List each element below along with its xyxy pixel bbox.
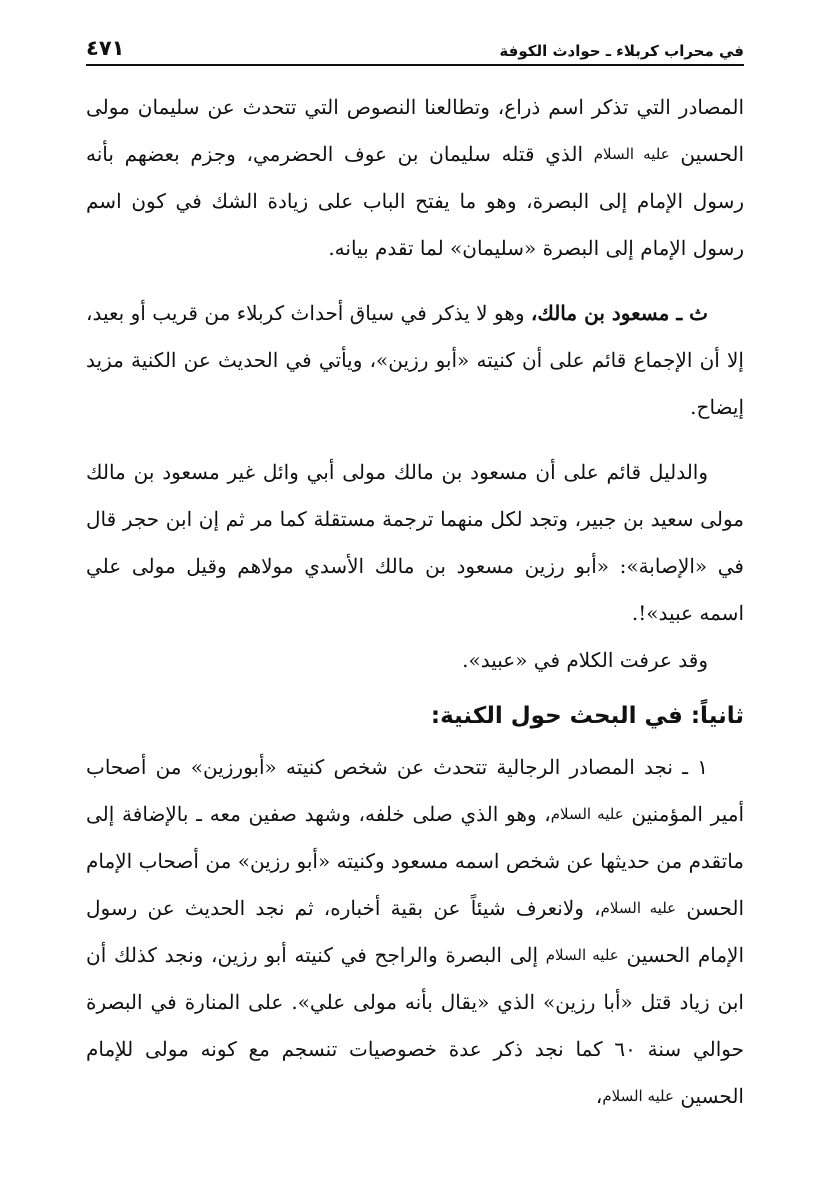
- paragraph-text: وهو لا يذكر في سياق أحداث كربلاء من قريب أو بعيد، إلا أن الإجماع قائم على أن كنيته «أبو رزين»، ويأتي في الحديث عن الكنية مزيد إيضاح.: [86, 301, 744, 419]
- honorific-glyph: عليه السلام: [602, 1087, 674, 1105]
- honorific-glyph: عليه السلام: [593, 145, 670, 163]
- running-header: [86, 30, 744, 60]
- paragraph-text: ١ ـ نجد المصادر الرجالية تتحدث عن شخص كنيته «أبورزين» من أصحاب أمير المؤمنين: [86, 755, 744, 826]
- paragraph-kunya-research: [86, 744, 744, 1120]
- paragraph-text: الذي قتله سليمان بن عوف الحضرمي، وجزم بعضهم بأنه رسول الإمام إلى البصرة، وهو ما يفتح الباب على زيادة الشك في كون اسم رسول الإمام إلى البصرة «سليمان» لما تقدم بيانه.: [86, 142, 744, 260]
- paragraph-text: ، وهو الذي صلى خلفه، وشهد صفين معه ـ بالإضافة إلى ماتقدم من حديثها عن شخص اسمه مسعود وكنيته «أبو رزين» من أصحاب الإمام الحسن: [86, 802, 745, 920]
- honorific-glyph: عليه السلام: [545, 946, 619, 964]
- paragraph-evidence: والدليل قائم على أن مسعود بن مالك مولى أبي وائل غير مسعود بن مالك مولى سعيد بن جبير، وتجد لكل منهما ترجمة مستقلة كما مر ثم إن ابن حجر قال في «الإصابة»: «أبو رزين مسعود بن مالك الأسدي مولاهم وقيل مولى علي اسمه عبيد»!.: [86, 460, 744, 625]
- honorific-glyph: عليه السلام: [550, 805, 624, 823]
- page-body: [86, 84, 744, 1120]
- section-heading: ثانياً: في البحث حول الكنية:: [430, 703, 744, 729]
- paragraph-sulayman: [86, 84, 744, 272]
- paragraph-masud-ibn-malik: [86, 290, 744, 431]
- honorific-glyph: عليه السلام: [600, 899, 677, 917]
- header-rule: [86, 64, 744, 66]
- paragraph-text: ، ولانعرف شيئاً عن بقية أخباره، ثم نجد الحديث عن رسول الإمام الحسين: [86, 896, 745, 967]
- running-title: في محراب كربلاء ـ حوادث الكوفة: [499, 42, 744, 60]
- paragraph-text: ،: [595, 1084, 603, 1108]
- paragraph-text: المصادر التي تذكر اسم ذراع، وتطالعنا النصوص التي تتحدث عن سليمان مولى الحسين: [86, 95, 745, 166]
- paragraph-text: إلى البصرة والراجح في كنيته أبو رزين، ونجد كذلك أن ابن زياد قتل «أبا رزين» الذي «يقال بأنه مولى علي». على المنارة في البصرة حوالي سنة ٦٠ كما نجد ذكر عدة خصوصيات تنسجم مع كونه مولى للإمام الحسين: [86, 943, 744, 1108]
- paragraph-ubayd-note: وقد عرفت الكلام في «عبيد».: [462, 648, 708, 672]
- page-number: ٤٧١: [86, 36, 125, 60]
- entry-lead: ث ـ مسعود بن مالك،: [530, 301, 708, 325]
